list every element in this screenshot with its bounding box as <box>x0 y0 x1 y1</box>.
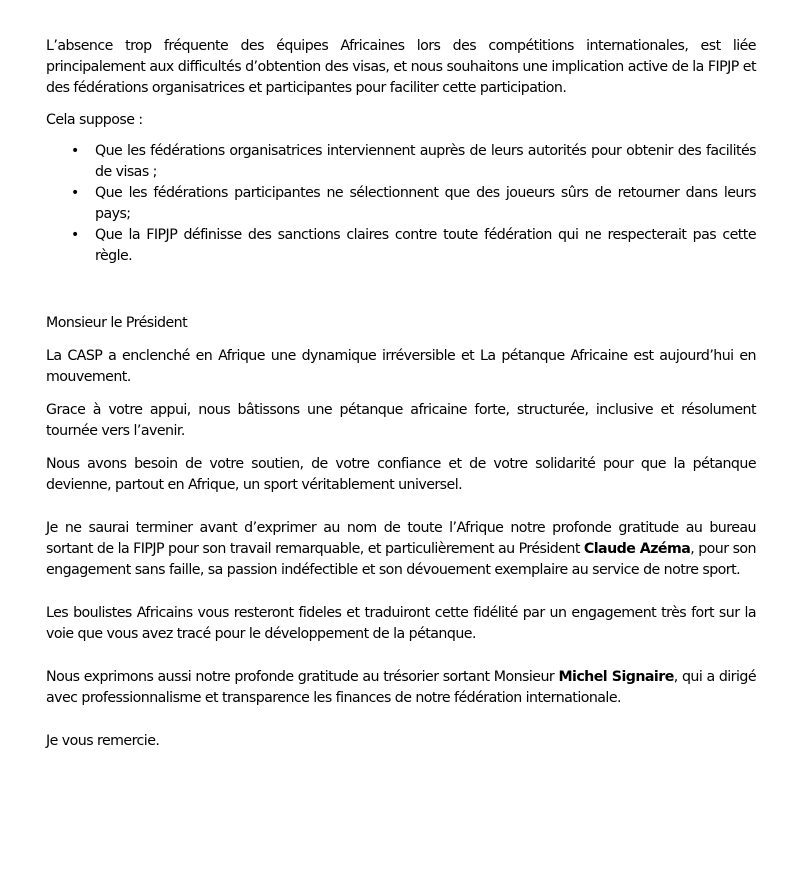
paragraph-grace: Grace à votre appui, nous bâtissons une pétanque africaine forte, structurée, inclusive et résolument tournée vers l’avenir. <box>46 402 756 439</box>
closing-line: Je vous remercie. <box>46 733 160 749</box>
list-item <box>71 225 756 267</box>
paragraph-gratitude <box>46 518 756 581</box>
paragraph-casp: La CASP a enclenché en Afrique une dynamique irréversible et La pétanque Africaine est aujourd’hui en mouvement. <box>46 348 756 385</box>
intro-paragraph: L’absence trop fréquente des équipes Africaines lors des compétitions internationales, est liée principalement aux difficultés d’obtention des visas, et nous souhaitons une implication active de la FIPJP et des fédérations organisatrices et participantes pour faciliter cette participation. <box>46 38 756 96</box>
bullet-icon: • <box>71 185 79 201</box>
salutation: Monsieur le Président <box>46 315 188 331</box>
requirements-list <box>46 141 756 267</box>
bullet-icon: • <box>71 143 79 159</box>
list-item <box>71 141 756 183</box>
document-page <box>46 36 756 752</box>
list-item-text: Que les fédérations organisatrices interviennent auprès de leurs autorités pour obtenir des facilités de visas ; <box>95 143 756 180</box>
bullet-icon: • <box>71 227 79 243</box>
paragraph-besoin: Nous avons besoin de votre soutien, de votre confiance et de votre solidarité pour que la pétanque devienne, partout en Afrique, un sport véritablement universel. <box>46 456 756 493</box>
list-item-text: Que les fédérations participantes ne sélectionnent que des joueurs sûrs de retourner dans leurs pays; <box>95 185 756 222</box>
treasurer-name: Michel Signaire <box>558 669 674 685</box>
tresorier-text-before: Nous exprimons aussi notre profonde gratitude au trésorier sortant Monsieur <box>46 669 559 685</box>
paragraph-tresorier <box>46 667 756 709</box>
list-item-text: Que la FIPJP définisse des sanctions claires contre toute fédération qui ne respecterait pas cette règle. <box>95 227 756 264</box>
list-item <box>71 183 756 225</box>
paragraph-boulistes: Les boulistes Africains vous resteront fideles et traduiront cette fidélité par un engagement très fort sur la voie que vous avez tracé pour le développement de la pétanque. <box>46 605 756 642</box>
president-name: Claude Azéma <box>583 541 691 557</box>
list-lead: Cela suppose : <box>46 112 143 128</box>
gratitude-text-before: Je ne saurai terminer avant d’exprimer au nom de toute l’Afrique notre profonde gratitude au bureau sortant de la FIPJP pour son travail remarquable, et particulièrement au Président <box>46 520 756 557</box>
tresorier-text-after: , qui a dirigé avec professionnalisme et transparence les finances de notre fédération internationale. <box>46 669 756 706</box>
gratitude-text-after: , pour son engagement sans faille, sa passion indéfectible et son dévouement exemplaire au service de notre sport. <box>46 541 756 578</box>
